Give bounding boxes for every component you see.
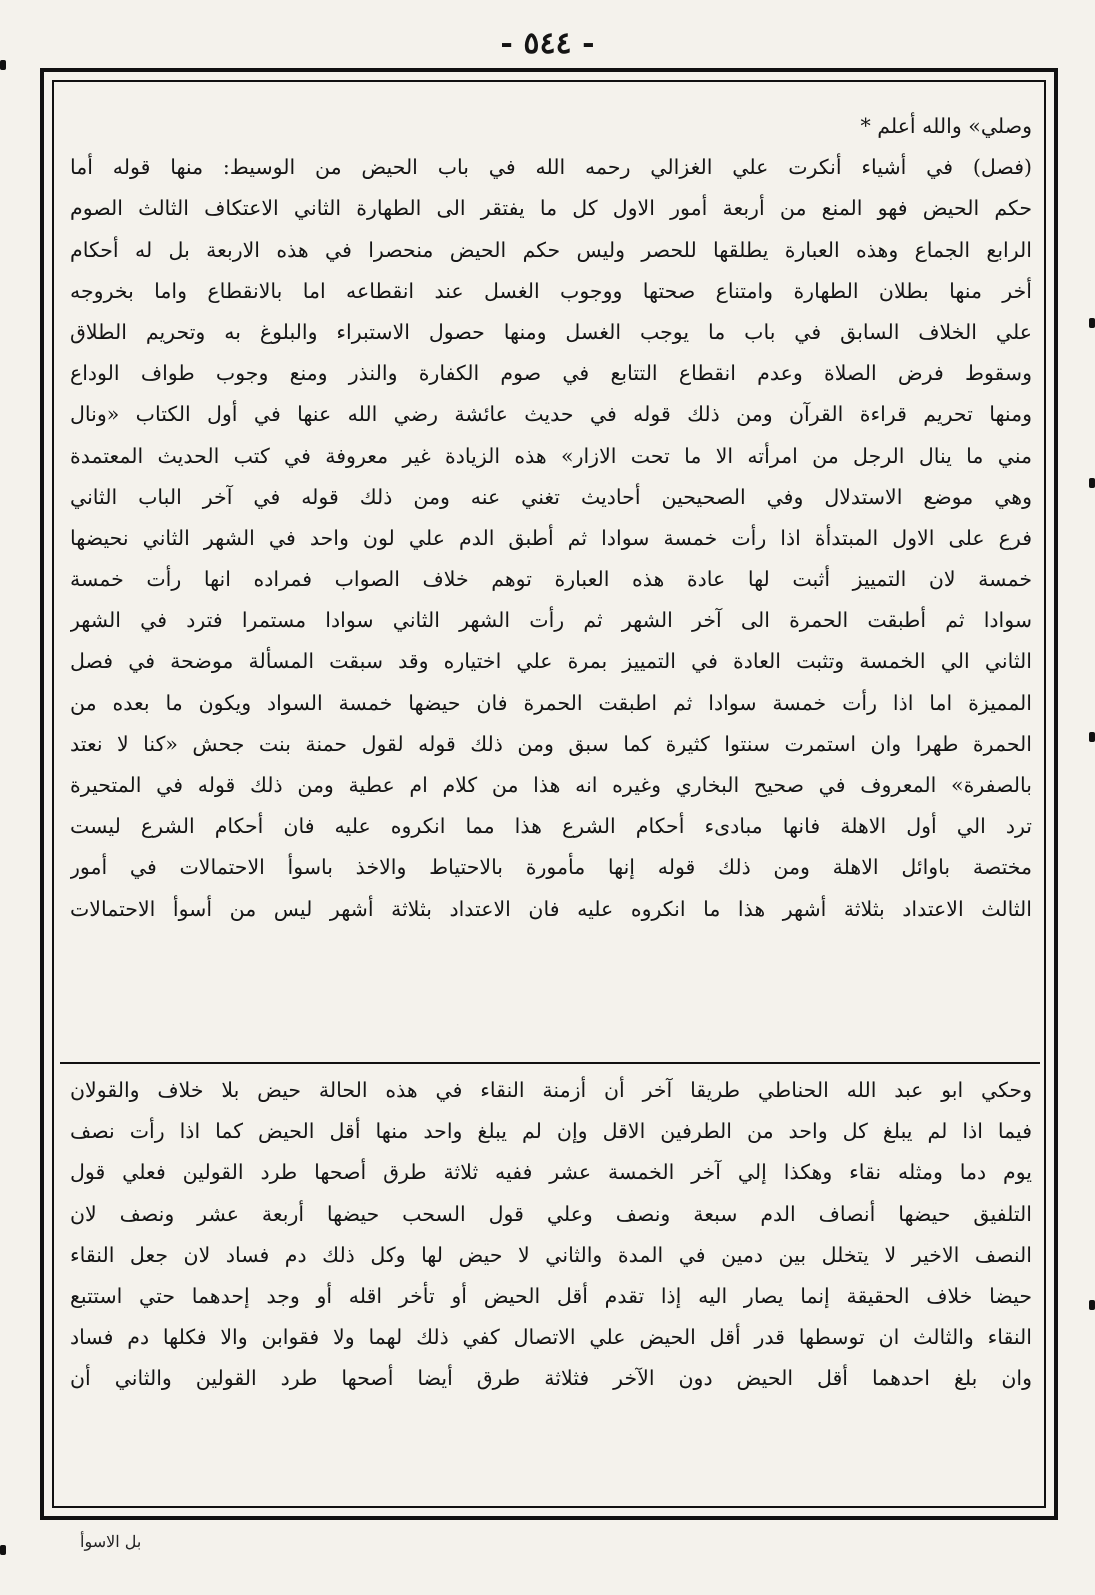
text-line: وهي موضع الاستدلال وفي الصحيحين أحاديث تغني عنه ومن ذلك قوله في آخر الباب الثاني (70, 484, 1032, 509)
edge-mark (1089, 478, 1095, 488)
text-line: سوادا ثم أطبقت الحمرة الى آخر الشهر ثم رأت الشهر الثاني سوادا مستمرا فترد في الشهر (70, 608, 1032, 633)
edge-mark (0, 60, 6, 70)
commentary-block (70, 1070, 1032, 1500)
text-line: وصلي» والله أعلم * (860, 114, 1032, 138)
commentary-line: فيما اذا لم يبلغ كل واحد من الطرفين الاقل وإن لم يبلغ واحد منها أقل الحيض كما اذا رأت نصف (70, 1119, 1032, 1144)
edge-mark (0, 1545, 6, 1555)
text-line: الثاني الي الخمسة وتثبت العادة في التمييز بمرة علي اختياره وقد سبقت المسألة موضحة في فصل (70, 649, 1032, 674)
edge-mark (1089, 732, 1095, 742)
text-line: أخر منها بطلان الطهارة وامتناع صحتها ووجوب الغسل عند انقطاعه اما بالانقطاع واما بخروجه (70, 278, 1032, 303)
commentary-line: النصف الاخير لا يتخلل بين دمين في المدة والثاني لا حيض لها وكل ذلك دم فساد لان جعل النقاء (70, 1242, 1032, 1267)
text-line: علي الخلاف السابق في باب ما يوجب الغسل ومنها حصول الاستبراء والبلوغ به وتحريم الطلاق (70, 319, 1032, 344)
main-text-block (70, 106, 1032, 1056)
commentary-line: النقاء والثالث ان توسطها قدر أقل الحيض علي الاتصال كفي ذلك لهما ولا فقوابن والا فكلها دم فساد (70, 1325, 1032, 1350)
text-line: (فصل) في أشياء أنكرت علي الغزالي رحمه الله في باب الحيض من الوسيط: منها قوله أما (70, 155, 1032, 180)
section-divider (60, 1062, 1040, 1064)
text-line: ومنها تحريم قراءة القرآن ومن ذلك قوله في حديث عائشة رضي الله عنها في أول الكتاب «ونال (70, 402, 1032, 427)
text-line: مني ما ينال الرجل من امرأته الا ما تحت الازار» هذه الزيادة غير معروفة في كتب الحديث المعتمدة (70, 443, 1032, 468)
edge-mark (1089, 1300, 1095, 1310)
text-line: فرع على الاول المبتدأة اذا رأت خمسة سوادا ثم أطبق الدم علي لون واحد في الشهر الثاني نحيضها (70, 525, 1032, 550)
catchword: بل الاسوأ (80, 1532, 142, 1551)
text-line: الرابع الجماع وهذه العبارة يطلقها للحصر وليس حكم الحيض منحصرا في هذه الاربعة بل له أحكام (70, 237, 1032, 262)
page-number: - ٥٤٤ - (500, 26, 595, 61)
commentary-line: التلفيق حيضها أنصاف الدم سبعة ونصف وعلي قول السحب حيضها أربعة عشر ونصف لان (70, 1201, 1032, 1226)
text-line: الثالث الاعتداد بثلاثة أشهر هذا ما انكروه عليه فان الاعتداد بثلاثة أشهر ليس من أسوأ الاحتمالات (70, 896, 1032, 921)
commentary-line: وان بلغ احدهما أقل الحيض دون الآخر فثلاثة طرق أيضا أصحها طرد القولين والثاني أن (70, 1366, 1032, 1391)
text-line: بالصفرة» المعروف في صحيح البخاري وغيره انه هذا من كلام ام عطية ومن ذلك قوله في المتحيرة (70, 773, 1032, 797)
text-line: وسقوط فرض الصلاة وعدم انقطاع التتابع في صوم الكفارة والنذر ومنع وجوب طواف الوداع (70, 361, 1032, 386)
text-line: المميزة اما اذا رأت خمسة سوادا ثم اطبقت الحمرة فان حيضها خمسة السواد ويكون ما بعده من (70, 690, 1032, 715)
edge-mark (1089, 318, 1095, 328)
text-line: حكم الحيض فهو المنع من أربعة أمور الاول كل ما يفتقر الى الطهارة الثاني الاعتكاف الثالث الصوم (70, 196, 1032, 221)
commentary-line: حيضا خلاف الحقيقة إنما يصار اليه إذا تقدم أقل الحيض أو تأخر اقله أو وجد إحدهما حتي استتبع (70, 1283, 1032, 1308)
text-line: مختصة باوائل الاهلة ومن ذلك قوله إنها مأمورة بالاحتياط والاخذ باسوأ الاحتمالات في أمور (70, 855, 1032, 880)
text-line: ترد الي أول الاهلة فانها مبادىء أحكام الشرع هذا مما انكروه عليه فان أحكام الشرع ليست (70, 814, 1032, 839)
commentary-line: يوم دما ومثله نقاء وهكذا إلي آخر الخمسة عشر ففيه ثلاثة طرق أصحها طرد القولين فعلي قول (70, 1160, 1032, 1185)
commentary-line: وحكي ابو عبد الله الحناطي طريقا آخر أن أزمنة النقاء في هذه الحالة حيض بلا خلاف والقولان (70, 1078, 1032, 1102)
text-line: خمسة لان التمييز أثبت لها عادة هذه العبارة توهم خلاف الصواب فمراده انها رأت خمسة (70, 567, 1032, 592)
text-line: الحمرة طهرا وان استمرت سنتوا كثيرة كما سبق ومن ذلك قوله لقول حمنة بنت جحش «كنا لا نعتد (70, 731, 1032, 756)
